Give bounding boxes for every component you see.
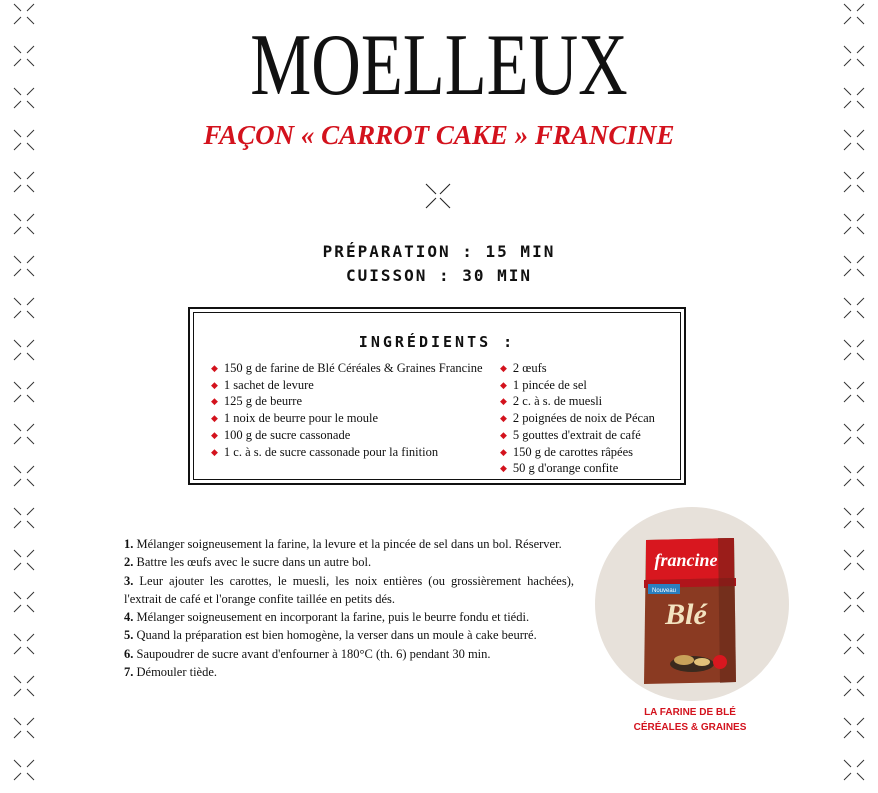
x-cross-icon (27, 760, 34, 767)
x-cross-icon (27, 634, 34, 641)
x-cross-icon (14, 88, 21, 95)
x-cross-icon (27, 466, 34, 473)
x-cross-icon (27, 172, 34, 179)
x-cross-icon (14, 647, 21, 654)
x-cross-icon (14, 101, 21, 108)
x-cross-icon (857, 88, 864, 95)
x-cross-icon (14, 424, 21, 431)
x-cross-icon (844, 185, 851, 192)
x-cross-icon (14, 185, 21, 192)
x-cross-icon (14, 605, 21, 612)
step-item: 4. Mélanger soigneusement en incorporant la farine, puis le beurre fondu et tiédi. (124, 610, 530, 625)
x-cross-icon (27, 521, 34, 528)
x-cross-icon (14, 172, 21, 179)
x-cross-icon (844, 760, 851, 767)
x-cross-icon (27, 59, 34, 66)
x-cross-icon (857, 634, 864, 641)
x-cross-icon (14, 4, 21, 11)
x-cross-icon (424, 182, 452, 210)
x-cross-icon (857, 17, 864, 24)
x-cross-icon (844, 676, 851, 683)
x-cross-icon (27, 227, 34, 234)
recipe-subtitle: FAÇON « CARROT CAKE » FRANCINE (203, 120, 675, 150)
x-cross-icon (844, 382, 851, 389)
x-cross-icon (857, 647, 864, 654)
x-cross-icon (844, 4, 851, 11)
x-cross-icon (844, 563, 851, 570)
x-cross-icon (857, 101, 864, 108)
x-cross-icon (14, 437, 21, 444)
x-cross-icon (844, 479, 851, 486)
x-cross-icon (857, 521, 864, 528)
x-cross-icon (844, 46, 851, 53)
x-cross-icon (844, 437, 851, 444)
x-cross-icon (857, 760, 864, 767)
x-cross-icon (844, 311, 851, 318)
x-cross-icon (857, 395, 864, 402)
x-cross-icon (14, 17, 21, 24)
diamond-icon: ◆ (211, 363, 218, 373)
x-cross-icon (857, 4, 864, 11)
ingredient-item: ◆ 1 noix de beurre pour le moule (211, 411, 379, 426)
ingredient-item: ◆ 100 g de sucre cassonade (211, 427, 351, 442)
x-cross-icon (27, 508, 34, 515)
x-cross-icon (27, 773, 34, 780)
flour-package-image (640, 534, 740, 686)
x-cross-icon (857, 731, 864, 738)
ingredient-item: ◆ 50 g d'orange confite (500, 461, 619, 476)
x-cross-icon (844, 101, 851, 108)
x-cross-icon (857, 563, 864, 570)
x-cross-icon (844, 689, 851, 696)
x-cross-icon (27, 340, 34, 347)
x-cross-icon (857, 172, 864, 179)
ingredient-item: ◆ 2 œufs (500, 361, 547, 375)
x-cross-icon (27, 718, 34, 725)
x-cross-icon (14, 59, 21, 66)
ingredient-item: ◆ 1 pincée de sel (500, 377, 587, 392)
x-cross-icon (857, 185, 864, 192)
x-cross-icon (14, 731, 21, 738)
cooking-time: CUISSON : 30 MIN (345, 266, 533, 285)
x-cross-icon (27, 298, 34, 305)
ingredients-box (188, 307, 686, 485)
diamond-icon: ◆ (211, 413, 218, 424)
step-item: 6. Saupoudrer de sucre avant d'enfourner à 180°C (th. 6) pendant 30 min. (124, 646, 491, 661)
x-cross-icon (857, 214, 864, 221)
step-item: 1. Mélanger soigneusement la farine, la levure et la pincée de sel dans un bol. Réserver. (124, 537, 562, 551)
cross-pattern-icon (0, 0, 40, 793)
x-cross-icon (14, 466, 21, 473)
x-cross-icon (27, 311, 34, 318)
x-cross-icon (844, 227, 851, 234)
x-cross-icon (844, 634, 851, 641)
ingredient-item: ◆ 150 g de farine de Blé Céréales & Graines Francine (211, 361, 483, 375)
x-cross-icon (844, 550, 851, 557)
x-cross-icon (27, 101, 34, 108)
x-cross-icon (14, 689, 21, 696)
x-cross-icon (844, 508, 851, 515)
x-cross-icon (857, 59, 864, 66)
x-cross-icon (14, 676, 21, 683)
recipe-steps (124, 535, 574, 681)
ingredient-item: ◆ 2 poignées de noix de Pécan (500, 411, 655, 426)
x-cross-icon (27, 214, 34, 221)
preparation-time: PRÉPARATION : 15 MIN (322, 242, 556, 261)
diamond-icon: ◆ (500, 363, 507, 373)
x-cross-icon (857, 298, 864, 305)
x-cross-icon (844, 605, 851, 612)
x-cross-icon (14, 718, 21, 725)
x-cross-icon (844, 718, 851, 725)
x-cross-icon (857, 227, 864, 234)
x-cross-icon (844, 172, 851, 179)
x-cross-icon (27, 676, 34, 683)
x-cross-icon (27, 731, 34, 738)
ingredient-item: ◆ 125 g de beurre (211, 394, 303, 409)
x-cross-icon (14, 298, 21, 305)
package-badge-text: Nouveau (651, 588, 677, 594)
x-cross-icon (844, 521, 851, 528)
x-cross-icon (857, 437, 864, 444)
x-cross-icon (27, 605, 34, 612)
step-item: 2. Battre les œufs avec le sucre dans un autre bol. (124, 555, 372, 570)
step-item: 3. Leur ajouter les carottes, le muesli, les noix entières (ou grossièrement hachées), l'extrait de café et l'orange confite taillée en petits dés. (124, 573, 574, 606)
x-cross-icon (857, 718, 864, 725)
x-cross-icon (27, 479, 34, 486)
x-cross-icon (14, 634, 21, 641)
product-caption-line1: LA FARINE DE BLÉ (644, 707, 736, 718)
x-cross-icon (844, 592, 851, 599)
x-cross-icon (27, 4, 34, 11)
x-cross-icon (844, 340, 851, 347)
diamond-icon: ◆ (211, 429, 218, 440)
x-cross-icon (14, 479, 21, 486)
x-cross-icon (857, 353, 864, 360)
x-cross-icon (844, 214, 851, 221)
x-cross-icon (857, 479, 864, 486)
ingredient-item: ◆ 5 gouttes d'extrait de café (500, 427, 641, 442)
ingredients-column-2 (500, 361, 655, 478)
step-item: 5. Quand la préparation est bien homogène, la verser dans un moule à cake beurré. (124, 628, 537, 643)
x-cross-icon (857, 466, 864, 473)
x-cross-icon (844, 647, 851, 654)
x-cross-icon (857, 592, 864, 599)
x-cross-icon (857, 508, 864, 515)
left-cross-border (0, 0, 40, 793)
ingredient-item: ◆ 150 g de carottes râpées (500, 444, 634, 459)
x-cross-icon (27, 437, 34, 444)
ingredients-column-1 (211, 361, 483, 461)
x-cross-icon (857, 550, 864, 557)
x-cross-icon (857, 382, 864, 389)
ingredients-inner-frame (193, 312, 681, 480)
x-cross-icon (14, 550, 21, 557)
x-cross-icon (14, 508, 21, 515)
x-cross-icon (844, 88, 851, 95)
x-cross-icon (857, 311, 864, 318)
x-cross-icon (27, 88, 34, 95)
x-cross-icon (844, 731, 851, 738)
ingredient-item: ◆ 1 sachet de levure (211, 377, 314, 392)
diamond-icon: ◆ (500, 429, 507, 440)
x-cross-icon (27, 563, 34, 570)
x-cross-icon (844, 353, 851, 360)
x-cross-icon (27, 382, 34, 389)
x-cross-icon (14, 773, 21, 780)
x-cross-icon (844, 424, 851, 431)
diamond-icon: ◆ (500, 396, 507, 407)
cross-pattern-icon (838, 0, 878, 793)
x-cross-icon (14, 46, 21, 53)
diamond-icon: ◆ (211, 446, 218, 457)
diamond-icon: ◆ (211, 396, 218, 407)
ingredient-item: ◆ 2 c. à s. de muesli (500, 394, 603, 409)
x-cross-icon (27, 647, 34, 654)
step-item: 7. Démouler tiède. (124, 665, 218, 680)
x-cross-icon (857, 424, 864, 431)
diamond-icon: ◆ (500, 463, 507, 474)
x-cross-icon (27, 46, 34, 53)
x-cross-icon (857, 773, 864, 780)
x-cross-icon (27, 353, 34, 360)
x-cross-icon (14, 311, 21, 318)
x-cross-icon (27, 689, 34, 696)
x-cross-icon (27, 185, 34, 192)
diamond-icon: ◆ (211, 379, 218, 390)
x-cross-icon (14, 353, 21, 360)
x-cross-icon (27, 395, 34, 402)
x-cross-icon (844, 17, 851, 24)
diamond-icon: ◆ (500, 446, 507, 457)
x-cross-icon (14, 214, 21, 221)
product-caption-line2: CÉRÉALES & GRAINES (633, 722, 747, 733)
x-cross-icon (857, 676, 864, 683)
x-cross-icon (14, 382, 21, 389)
x-cross-icon (857, 46, 864, 53)
x-cross-icon (14, 592, 21, 599)
x-cross-icon (844, 59, 851, 66)
x-cross-icon (857, 689, 864, 696)
x-cross-icon (857, 340, 864, 347)
right-cross-border (838, 0, 878, 793)
x-cross-icon (27, 424, 34, 431)
x-cross-icon (27, 550, 34, 557)
product-caption (610, 705, 770, 735)
x-cross-icon (844, 298, 851, 305)
x-cross-icon (844, 466, 851, 473)
recipe-title: MOELLEUX (250, 17, 628, 114)
x-cross-icon (14, 563, 21, 570)
x-cross-icon (27, 592, 34, 599)
diamond-icon: ◆ (500, 413, 507, 424)
x-cross-icon (27, 17, 34, 24)
ingredient-item: ◆ 1 c. à s. de sucre cassonade pour la finition (211, 444, 439, 459)
x-cross-icon (14, 395, 21, 402)
package-brand-text: francine (654, 550, 718, 570)
x-cross-icon (14, 340, 21, 347)
x-cross-icon (14, 760, 21, 767)
ingredients-title: INGRÉDIENTS : (358, 333, 516, 351)
x-cross-icon (844, 773, 851, 780)
diamond-icon: ◆ (500, 379, 507, 390)
x-cross-icon (14, 521, 21, 528)
x-cross-icon (14, 227, 21, 234)
package-name-text: Blé (665, 598, 707, 631)
recipe-times (0, 240, 878, 288)
x-cross-icon (844, 395, 851, 402)
x-cross-icon (857, 605, 864, 612)
